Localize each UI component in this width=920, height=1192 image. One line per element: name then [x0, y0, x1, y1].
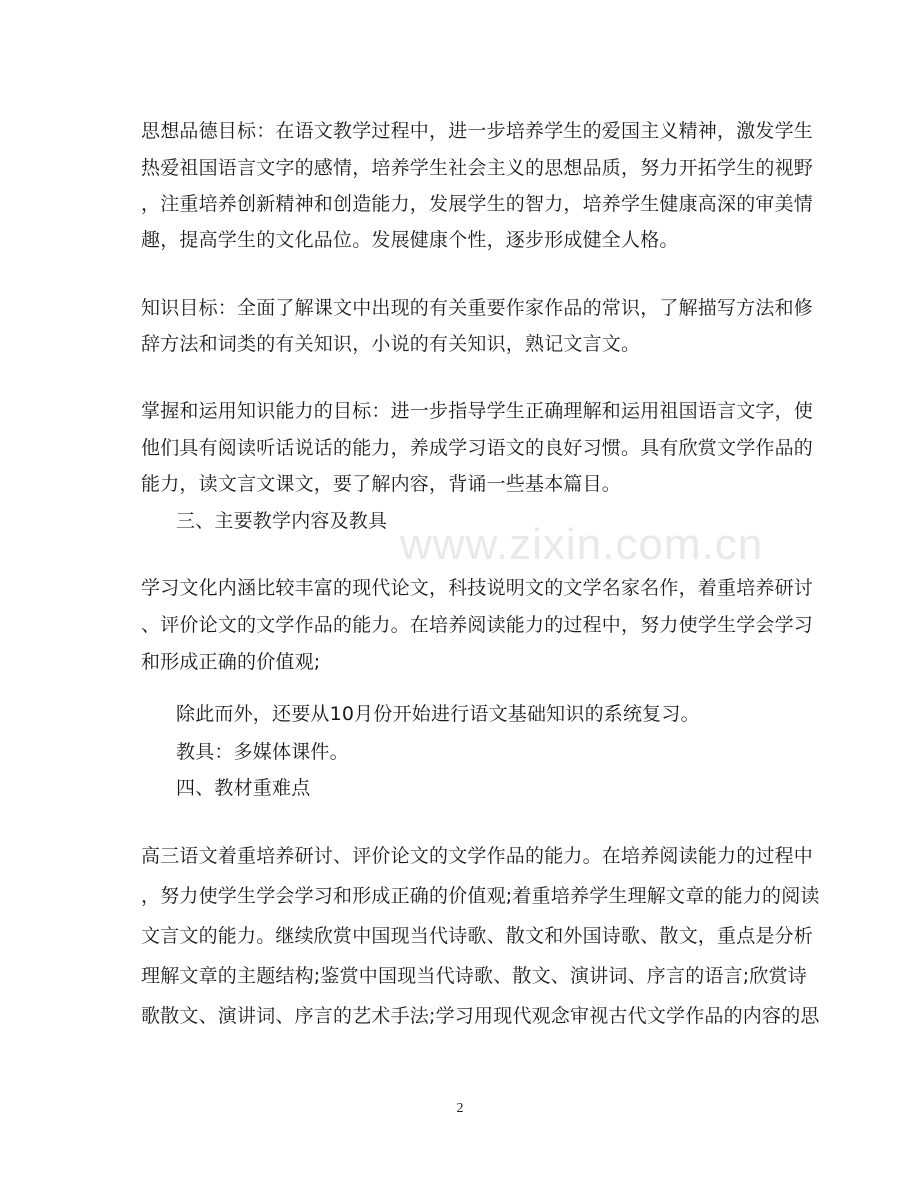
paragraph-line: 、评价论文的文学作品的能力。在培养阅读能力的过程中，努力使学生学会学习	[141, 614, 814, 636]
section-heading: 四、教材重难点	[176, 777, 311, 799]
paragraph-line: ，注重培养创新精神和创造能力，发展学生的智力，培养学生健康高深的审美情	[141, 193, 814, 215]
paragraph-line: 和形成正确的价值观;	[141, 651, 321, 673]
paragraph-line: 文言文的能力。继续欣赏中国现当代诗歌、散文和外国诗歌、散文，重点是分析	[141, 925, 814, 947]
watermark: www.zixin.com.cn	[400, 520, 764, 569]
paragraph-line: 辞方法和词类的有关知识，小说的有关知识，熟记文言文。	[141, 333, 641, 355]
paragraph-line: 热爱祖国语言文字的感情，培养学生社会主义的思想品质，努力开拓学生的视野	[141, 157, 814, 179]
paragraph-line: 学习文化内涵比较丰富的现代论文，科技说明文的文学名家名作，着重培养研讨	[141, 577, 814, 599]
paragraph-line: 趣，提高学生的文化品位。发展健康个性，逐步形成健全人格。	[141, 229, 679, 251]
page-number: 2	[456, 1101, 464, 1116]
paragraph-line: 除此而外，还要从10月份开始进行语文基础知识的系统复习。	[176, 703, 700, 725]
paragraph-line: 知识目标：全面了解课文中出现的有关重要作家作品的常识，了解描写方法和修	[141, 297, 814, 319]
paragraph-line: 他们具有阅读听话说话的能力，养成学习语文的良好习惯。具有欣赏文学作品的	[141, 437, 814, 459]
paragraph-line: 教具：多媒体课件。	[176, 741, 349, 763]
paragraph-line: 歌散文、演讲词、序言的艺术手法;学习用现代观念审视古代文学作品的内容的思	[141, 1005, 820, 1027]
paragraph-line: 能力，读文言文课文，要了解内容，背诵一些基本篇目。	[141, 473, 622, 495]
paragraph-line: ，努力使学生学会学习和形成正确的价值观;着重培养学生理解文章的能力的阅读	[141, 885, 820, 907]
paragraph-line: 思想品德目标：在语文教学过程中，进一步培养学生的爱国主义精神，激发学生	[141, 120, 814, 142]
paragraph-line: 掌握和运用知识能力的目标：进一步指导学生正确理解和运用祖国语言文字，使	[141, 400, 814, 422]
paragraph-line: 理解文章的主题结构;鉴赏中国现当代诗歌、散文、演讲词、序言的语言;欣赏诗	[141, 965, 808, 987]
section-heading: 三、主要教学内容及教具	[176, 510, 388, 532]
paragraph-line: 高三语文着重培养研讨、评价论文的文学作品的能力。在培养阅读能力的过程中	[141, 845, 814, 867]
